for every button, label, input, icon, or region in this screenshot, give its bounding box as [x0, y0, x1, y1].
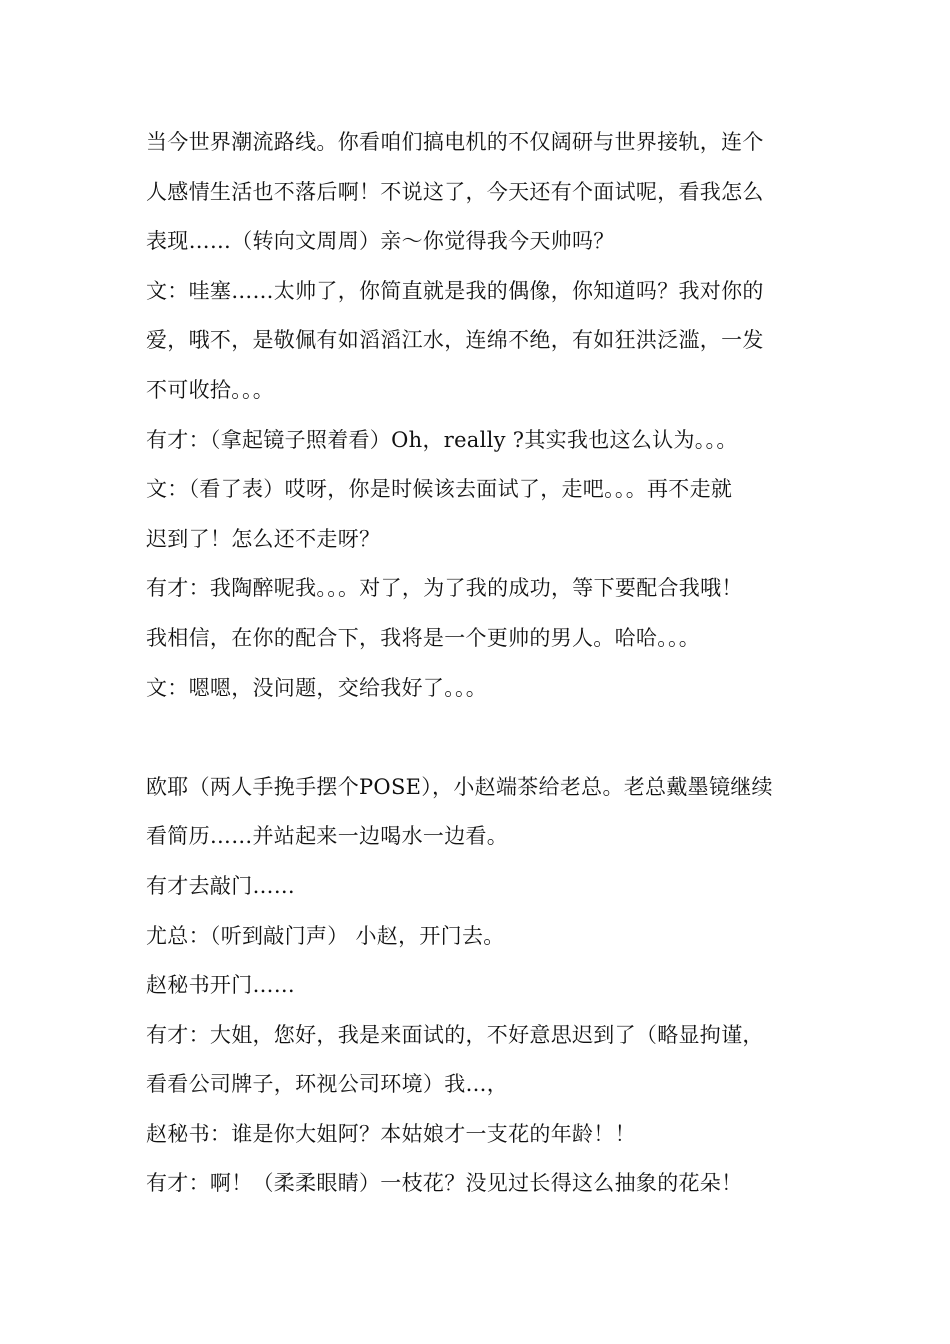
text-line: 看简历……并站起来一边喝水一边看。 — [146, 824, 509, 849]
text-line: 不可收拾。。。 — [146, 377, 275, 402]
blank-line — [146, 713, 806, 763]
text-line: 文：（看了表）哎呀，你是时候该去面试了，走吧。。。再不走就 — [146, 477, 733, 502]
text-line: 有才：我陶醉呢我。。。对了，为了我的成功，等下要配合我哦！ — [146, 576, 743, 601]
text-line: 当今世界潮流路线。你看咱们搞电机的不仅阔研与世界接轨，连个 — [146, 130, 764, 154]
text-line: 人感情生活也不落后啊！不说这了，今天还有个面试呢，看我怎么 — [146, 179, 764, 204]
text-line: 赵秘书：谁是你大姐阿？本姑娘才一支花的年龄！！ — [146, 1121, 636, 1146]
text-line: 表现……（转向文周周）亲～你觉得我今天帅吗？ — [146, 229, 615, 254]
text-line: 迟到了！怎么还不走呀？ — [146, 526, 381, 551]
text-line: 文：嗯嗯，没问题，交给我好了。。。 — [146, 675, 488, 700]
text-line: 有才：（拿起镜子照着看）Oh，really ?其实我也这么认为。。。 — [146, 427, 738, 452]
text-line: 尤总：（听到敲门声） 小赵，开门去。 — [146, 923, 505, 948]
text-line: 有才：大姐，您好，我是来面试的，不好意思迟到了（略显拘谨， — [146, 1022, 764, 1047]
text-line: 我相信，在你的配合下，我将是一个更帅的男人。哈哈。。。 — [146, 625, 701, 650]
text-line: 爱，哦不，是敬佩有如滔滔江水，连绵不绝，有如狂洪泛滥，一发 — [146, 328, 764, 353]
text-line: 有才去敲门…… — [146, 873, 296, 898]
text-line: 欧耶（两人手挽手摆个POSE），小赵端茶给老总。老总戴墨镜继续 — [146, 774, 773, 799]
text-line: 文：哇塞……太帅了，你简直就是我的偶像，你知道吗？我对你的 — [146, 278, 764, 303]
text-line: 赵秘书开门…… — [146, 973, 296, 998]
text-line: 看看公司牌子，环视公司环境）我…， — [146, 1072, 509, 1097]
script-text-body — [146, 118, 806, 1209]
text-line: 有才：啊！（柔柔眼睛）一枝花？没见过长得这么抽象的花朵！ — [146, 1171, 743, 1196]
